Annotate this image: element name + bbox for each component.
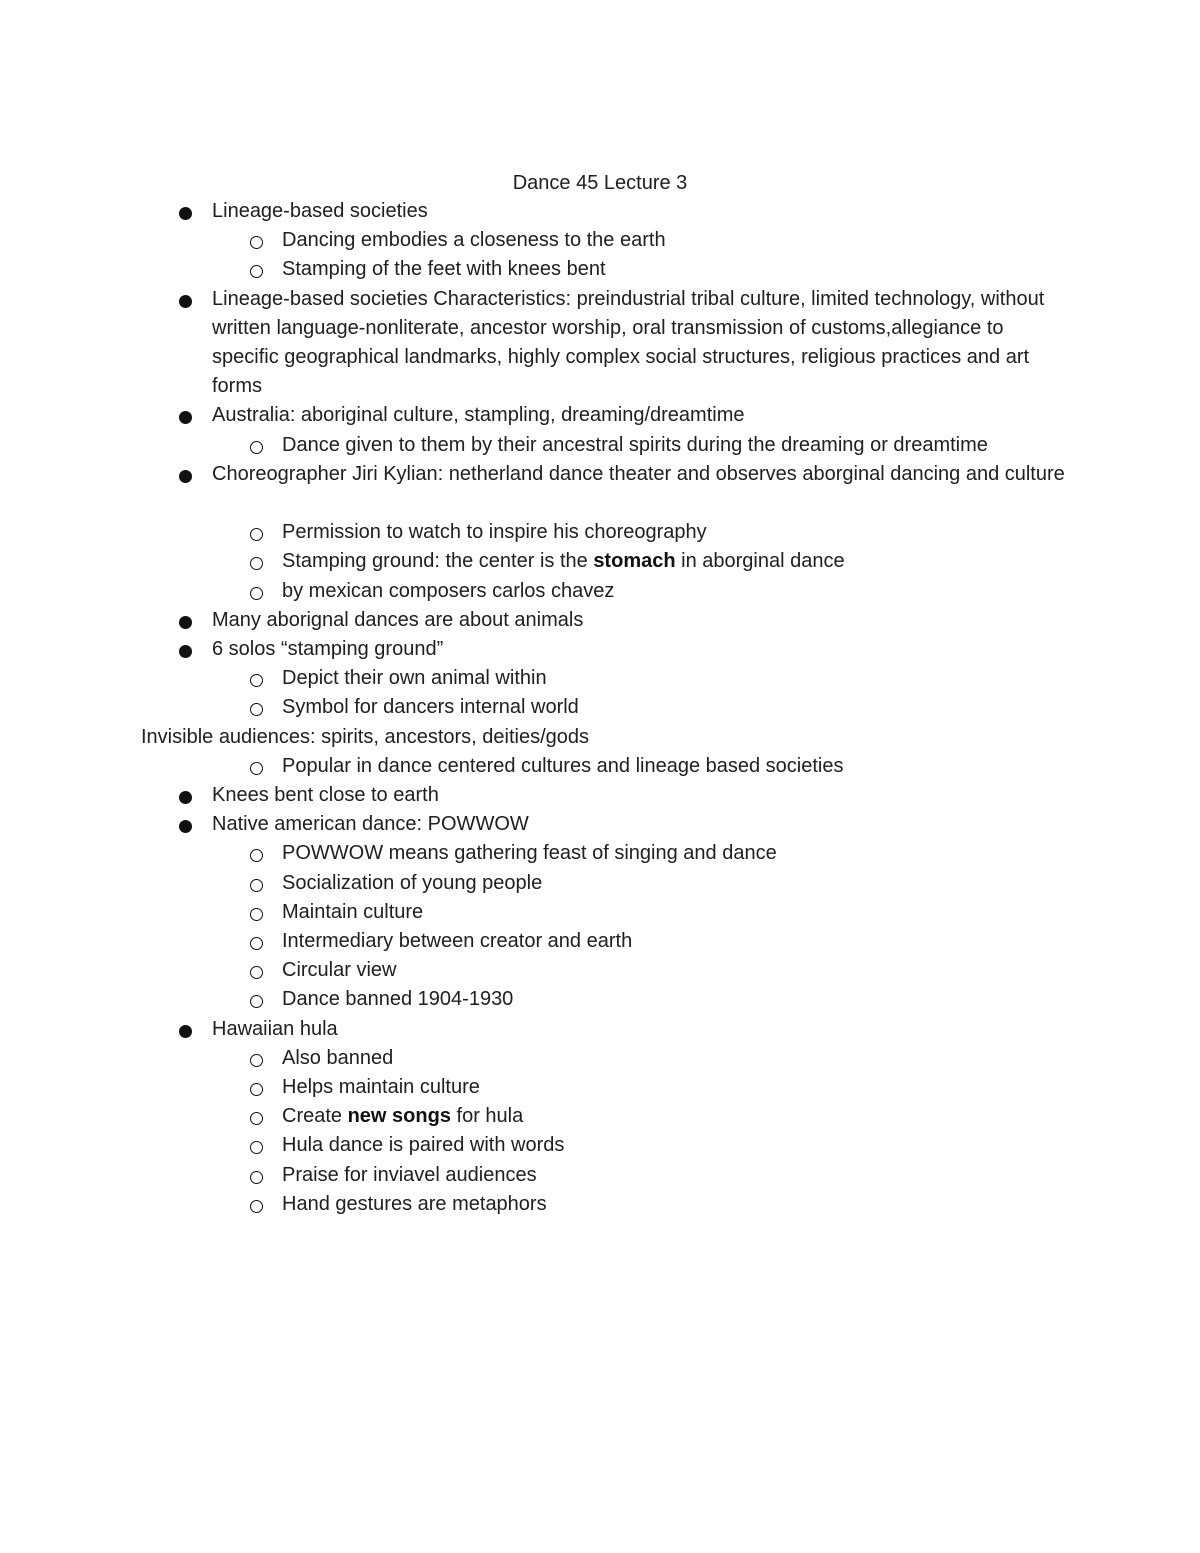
item-text: Australia: aboriginal culture, stampling, dreaming/dreamtime [212, 404, 745, 427]
filled-bullet-icon [179, 791, 192, 804]
item-text: Also banned [282, 1046, 394, 1069]
item-text: Lineage-based societies Characteristics: preindustrial tribal culture, limited technology, without written language-nonliterate, ancestor worship, oral transmission of customs,allegiance to specific geographical landmarks, highly complex social structures, religious practices and art forms [212, 287, 1045, 398]
hollow-bullet-icon [250, 1141, 263, 1154]
list-item [282, 927, 1142, 956]
list-item [282, 1102, 1142, 1131]
hollow-bullet-icon [250, 441, 263, 454]
hollow-bullet-icon [250, 236, 263, 249]
item-text: 6 solos “stamping ground” [212, 638, 444, 660]
hollow-bullet-icon [250, 1083, 263, 1096]
item-text: Helps maintain culture [282, 1076, 480, 1098]
item-text: Intermediary between creator and earth [282, 930, 633, 952]
item-text: Lineage-based societies [212, 200, 428, 222]
list-item [212, 810, 1072, 839]
hollow-bullet-icon [250, 1112, 263, 1125]
filled-bullet-icon [179, 295, 192, 308]
hollow-bullet-icon [250, 879, 263, 892]
filled-bullet-icon [179, 820, 192, 833]
hollow-bullet-icon [250, 995, 263, 1008]
item-text: by mexican composers carlos chavez [282, 579, 615, 602]
hollow-bullet-icon [250, 587, 263, 600]
hollow-bullet-icon [250, 674, 263, 687]
item-text: in aborginal dance [675, 550, 845, 573]
list-item [282, 577, 1142, 606]
list-item [212, 781, 1072, 810]
item-text: Praise for inviavel audiences [282, 1163, 537, 1186]
list-item [282, 869, 1142, 898]
item-text: Circular view [282, 959, 397, 982]
list-item [212, 606, 1072, 635]
hollow-bullet-icon [250, 557, 263, 570]
list-item [212, 635, 1072, 664]
list-item [282, 1131, 1142, 1160]
document-title: Dance 45 Lecture 3 [512, 172, 688, 194]
item-text: Knees bent close to earth [212, 784, 439, 806]
item-text: Depict their own animal within [282, 667, 547, 690]
item-text: Symbol for dancers internal world [282, 696, 579, 719]
item-text: Popular in dance centered cultures and lineage based societies [282, 754, 844, 777]
filled-bullet-icon [179, 207, 192, 220]
list-item [282, 693, 1142, 722]
hollow-bullet-icon [250, 908, 263, 921]
list-item [282, 752, 1142, 781]
item-text: Maintain culture [282, 900, 424, 923]
item-text: Stamping ground: the center is the [282, 550, 594, 573]
item-text: Hawaiian hula [212, 1017, 338, 1040]
list-item [212, 197, 1072, 226]
hollow-bullet-icon [250, 966, 263, 979]
item-text: Choreographer Jiri Kylian: netherland dance theater and observes aborginal dancing and culture [212, 462, 1065, 485]
hollow-bullet-icon [250, 1054, 263, 1067]
list-item [282, 664, 1142, 693]
item-text: Invisible audiences: spirits, ancestors, deities/gods [141, 725, 590, 748]
filled-bullet-icon [179, 411, 192, 424]
list-item [282, 1190, 1142, 1219]
item-text: Permission to watch to inspire his choreography [282, 521, 707, 544]
hollow-bullet-icon [250, 762, 263, 775]
list-item [282, 518, 1142, 547]
list-item [282, 956, 1142, 985]
list-item [212, 1015, 1072, 1044]
item-text: Native american dance: POWWOW [212, 813, 529, 836]
filled-bullet-icon [179, 645, 192, 658]
list-item [282, 839, 1142, 868]
item-text: Create [282, 1105, 348, 1128]
list-item [282, 1161, 1142, 1190]
item-text: Dance banned 1904-1930 [282, 988, 514, 1011]
filled-bullet-icon [179, 1025, 192, 1038]
bold-text: new songs [347, 1105, 451, 1128]
list-item [282, 898, 1142, 927]
list-item [282, 1044, 1142, 1073]
hollow-bullet-icon [250, 703, 263, 716]
hollow-bullet-icon [250, 265, 263, 278]
list-item [282, 1073, 1142, 1102]
item-text: Hand gestures are metaphors [282, 1192, 547, 1215]
hollow-bullet-icon [250, 528, 263, 541]
list-item [212, 285, 1072, 402]
item-text: for hula [450, 1105, 524, 1128]
hollow-bullet-icon [250, 1200, 263, 1213]
item-text: Dance given to them by their ancestral spirits during the dreaming or dreamtime [282, 433, 988, 456]
list-item [282, 431, 1142, 460]
hollow-bullet-icon [250, 937, 263, 950]
list-item [212, 460, 1072, 489]
item-text: Many aborignal dances are about animals [212, 608, 584, 631]
outline-heading [141, 723, 1041, 752]
bold-text: stomach [593, 550, 676, 573]
filled-bullet-icon [179, 616, 192, 629]
list-item [212, 401, 1072, 430]
item-text: Hula dance is paired with words [282, 1134, 565, 1157]
list-item [282, 547, 1142, 576]
list-item [282, 255, 1142, 284]
list-item [282, 226, 1142, 255]
item-text: Stamping of the feet with knees bent [282, 258, 606, 281]
list-item [282, 985, 1142, 1014]
item-text: Socialization of young people [282, 871, 543, 894]
item-text: Dancing embodies a closeness to the earth [282, 229, 666, 252]
hollow-bullet-icon [250, 849, 263, 862]
hollow-bullet-icon [250, 1171, 263, 1184]
filled-bullet-icon [179, 470, 192, 483]
item-text: POWWOW means gathering feast of singing and dance [282, 842, 777, 865]
